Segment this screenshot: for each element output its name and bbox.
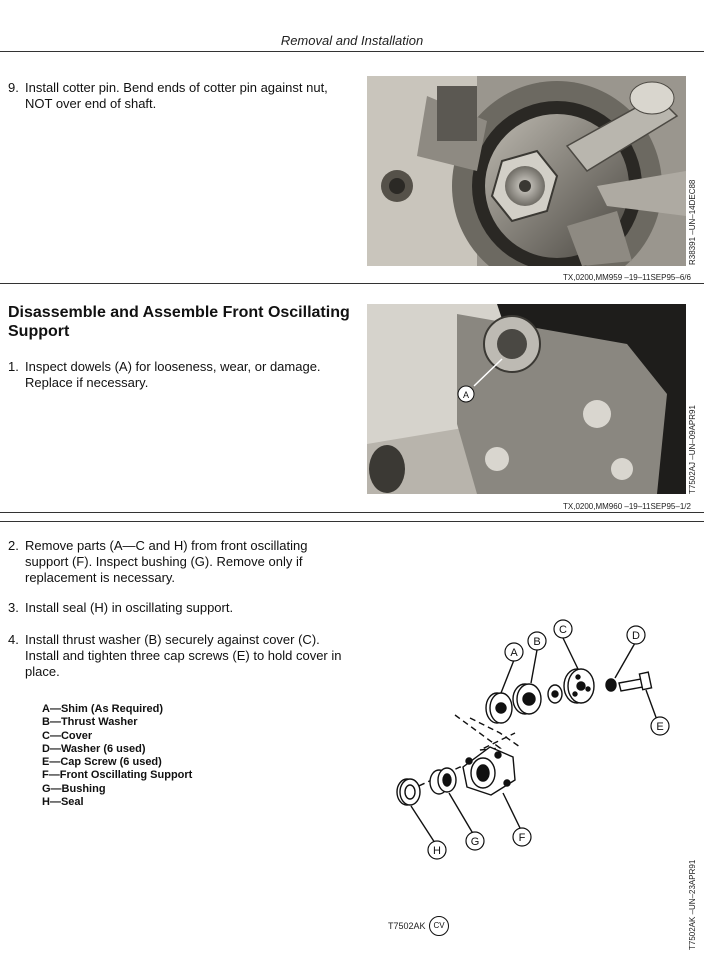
photo-cotter-pin-illustration bbox=[367, 76, 686, 266]
legend-item: G—Bushing bbox=[42, 782, 106, 795]
legend-item: E—Cap Screw (6 used) bbox=[42, 756, 162, 769]
photo-id-1: R38391 –UN–14DEC88 bbox=[688, 179, 697, 265]
step-4 bbox=[8, 632, 353, 680]
step-number: 4. bbox=[8, 632, 19, 647]
legend-item: B—Thrust Washer bbox=[42, 716, 138, 729]
legend-item: C—Cover bbox=[42, 729, 93, 742]
legend-item: F—Front Oscillating Support bbox=[42, 769, 193, 782]
section-rule-3 bbox=[0, 521, 704, 522]
step-text: Install seal (H) in oscillating support. bbox=[25, 600, 234, 615]
callout-a: A bbox=[510, 647, 518, 659]
step-1 bbox=[8, 359, 353, 391]
footer-code-1: TX,0200,MM959 –19–11SEP95–6/6 bbox=[563, 273, 691, 282]
shim-part bbox=[486, 693, 512, 723]
step-2 bbox=[8, 538, 353, 586]
callout-g: G bbox=[470, 836, 480, 848]
exploded-view-diagram bbox=[385, 615, 685, 945]
step-text: Install cotter pin. Bend ends of cotter pin against nut, NOT over end of shaft. bbox=[25, 80, 328, 111]
cv-mark: CV bbox=[429, 916, 449, 936]
thrust-washer-part bbox=[513, 684, 541, 714]
callout-f: F bbox=[518, 832, 526, 844]
legend-item: D—Washer (6 used) bbox=[42, 742, 146, 755]
legend-item: H—Seal bbox=[42, 796, 84, 809]
step-number: 1. bbox=[8, 359, 19, 374]
photo-dowels-illustration bbox=[367, 304, 686, 494]
cover-part bbox=[564, 669, 594, 703]
step-9 bbox=[8, 80, 353, 112]
photo-id-2: T7502AJ –UN–09APR91 bbox=[688, 405, 697, 494]
callout-a-label: A bbox=[462, 390, 470, 400]
callout-b: B bbox=[533, 636, 541, 648]
parts-legend bbox=[42, 703, 192, 809]
callout-e: E bbox=[656, 721, 664, 733]
legend-item: A—Shim (As Required) bbox=[42, 703, 164, 715]
callout-c: C bbox=[559, 624, 567, 636]
step-number: 3. bbox=[8, 600, 19, 615]
bushing-part bbox=[430, 768, 456, 794]
section-rule-2 bbox=[0, 512, 704, 513]
figure-side-id: T7502AK –UN–23APR91 bbox=[688, 859, 697, 950]
seal-part bbox=[397, 779, 420, 805]
step-text: Remove parts (A—C and H) from front oscillating support (F). Inspect bushing (G). Remove only if replacement is necessary. bbox=[25, 538, 308, 585]
cap-screw-part bbox=[619, 672, 652, 691]
step-text: Inspect dowels (A) for looseness, wear, or damage. Replace if necessary. bbox=[25, 359, 321, 390]
front-oscillating-support-part bbox=[463, 747, 515, 795]
header-rule bbox=[0, 51, 704, 52]
running-head: Removal and Installation bbox=[280, 33, 424, 48]
step-text: Install thrust washer (B) securely against cover (C). Install and tighten three cap screws (E) to hold cover in place. bbox=[25, 632, 342, 679]
section-rule-1 bbox=[0, 283, 704, 284]
step-number: 2. bbox=[8, 538, 19, 553]
footer-code-2: TX,0200,MM960 –19–11SEP95–1/2 bbox=[563, 502, 691, 511]
section-heading: Disassemble and Assemble Front Oscillating Support bbox=[8, 304, 350, 340]
step-3 bbox=[8, 600, 353, 616]
photo-dowels bbox=[367, 304, 686, 494]
figure-id: T7502AK bbox=[388, 921, 426, 931]
callout-d: D bbox=[632, 630, 640, 642]
photo-cotter-pin bbox=[367, 76, 686, 266]
callout-h: H bbox=[433, 845, 441, 857]
step-number: 9. bbox=[8, 80, 19, 95]
